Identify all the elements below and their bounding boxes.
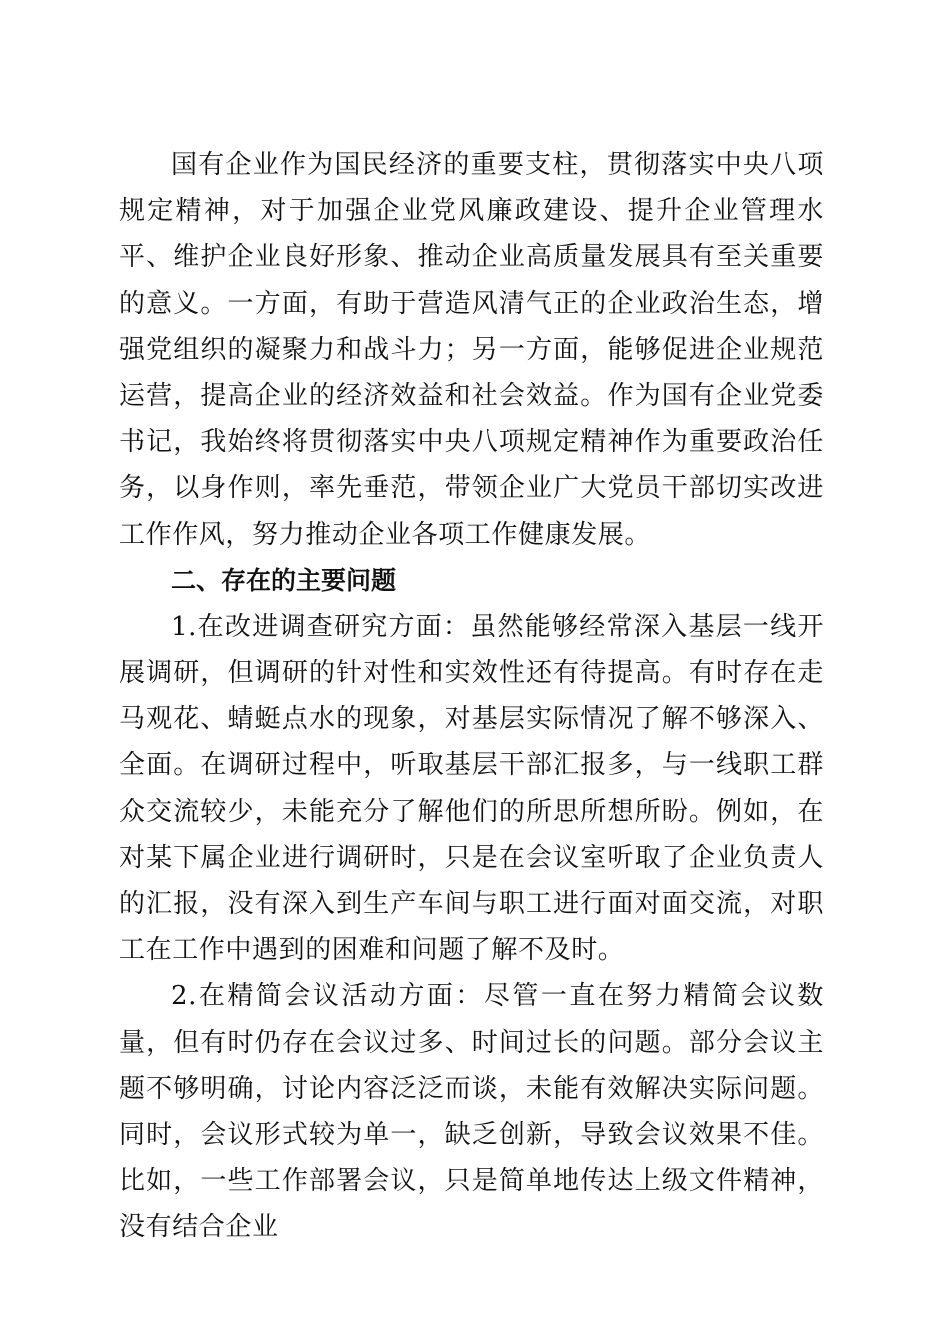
section-heading: 二、存在的主要问题 bbox=[171, 565, 397, 595]
issue-paragraph-research: 1.在改进调查研究方面：虽然能够经常深入基层一线开展调研，但调研的针对性和实效性还有待提高。有时存在走马观花、蜻蜓点水的现象，对基层实际情况了解不够深入、全面。在调研过程中，听取基层干部汇报多，与一线职工群众交流较少，未能充分了解他们的所思所想所盼。例如，在对某下属企业进行调研时，只是在会议室听取了企业负责人的汇报，没有深入到生产车间与职工进行面对面交流，对职工在工作中遇到的困难和问题了解不及时。 bbox=[119, 611, 824, 966]
document-body bbox=[119, 142, 824, 1251]
issue-paragraph-meetings: 2.在精简会议活动方面：尽管一直在努力精简会议数量，但有时仍存在会议过多、时间过长的问题。部分会议主题不够明确，讨论内容泛泛而谈，未能有效解决实际问题。同时，会议形式较为单一，缺乏创新，导致会议效果不佳。比如，一些工作部署会议，只是简单地传达上级文件精神，没有结合企业 bbox=[119, 981, 824, 1243]
intro-paragraph: 国有企业作为国民经济的重要支柱，贯彻落实中央八项规定精神，对于加强企业党风廉政建设、提升企业管理水平、维护企业良好形象、推动企业高质量发展具有至关重要的意义。一方面，有助于营造风清气正的企业政治生态，增强党组织的凝聚力和战斗力；另一方面，能够促进企业规范运营，提高企业的经济效益和社会效益。作为国有企业党委书记，我始终将贯彻落实中央八项规定精神作为重要政治任务，以身作则，率先垂范，带领企业广大党员干部切实改进工作作风，努力推动企业各项工作健康发展。 bbox=[119, 150, 824, 550]
